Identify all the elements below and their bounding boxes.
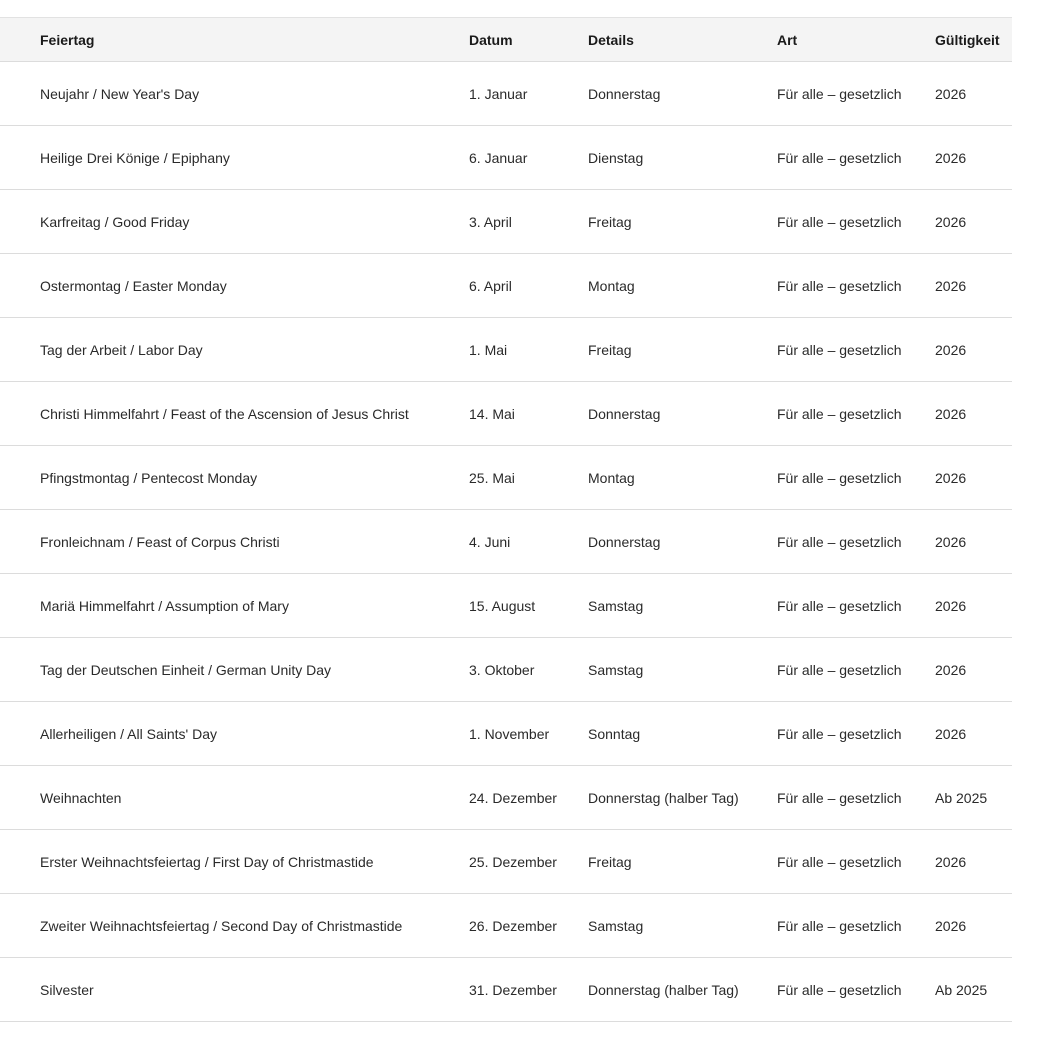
- cell-gueltigkeit: Ab 2025: [935, 958, 1012, 1022]
- cell-art: Für alle – gesetzlich: [777, 254, 935, 318]
- cell-gueltigkeit: Ab 2025: [935, 766, 1012, 830]
- cell-art: Für alle – gesetzlich: [777, 382, 935, 446]
- cell-datum: 1. Januar: [469, 62, 588, 126]
- cell-details: Donnerstag (halber Tag): [588, 958, 777, 1022]
- cell-datum: 1. Mai: [469, 318, 588, 382]
- table-row: [0, 638, 1012, 702]
- table-row: [0, 894, 1012, 958]
- cell-gueltigkeit: 2026: [935, 62, 1012, 126]
- cell-art: Für alle – gesetzlich: [777, 126, 935, 190]
- table-row: [0, 574, 1012, 638]
- cell-details: Donnerstag (halber Tag): [588, 766, 777, 830]
- cell-details: Montag: [588, 446, 777, 510]
- cell-art: Für alle – gesetzlich: [777, 702, 935, 766]
- column-header-feiertag: Feiertag: [0, 18, 469, 62]
- holiday-table: [0, 17, 1012, 1022]
- cell-datum: 31. Dezember: [469, 958, 588, 1022]
- cell-feiertag: Heilige Drei Könige / Epiphany: [0, 126, 469, 190]
- cell-datum: 6. April: [469, 254, 588, 318]
- cell-feiertag: Christi Himmelfahrt / Feast of the Ascension of Jesus Christ: [0, 382, 469, 446]
- cell-datum: 15. August: [469, 574, 588, 638]
- table-row: [0, 702, 1012, 766]
- table-row: [0, 958, 1012, 1022]
- table-row: [0, 126, 1012, 190]
- cell-art: Für alle – gesetzlich: [777, 830, 935, 894]
- cell-datum: 25. Mai: [469, 446, 588, 510]
- cell-details: Samstag: [588, 894, 777, 958]
- table-row: [0, 510, 1012, 574]
- table-row: [0, 830, 1012, 894]
- cell-feiertag: Erster Weihnachtsfeiertag / First Day of Christmastide: [0, 830, 469, 894]
- cell-feiertag: Tag der Arbeit / Labor Day: [0, 318, 469, 382]
- cell-gueltigkeit: 2026: [935, 318, 1012, 382]
- cell-art: Für alle – gesetzlich: [777, 446, 935, 510]
- cell-gueltigkeit: 2026: [935, 830, 1012, 894]
- column-header-art: Art: [777, 18, 935, 62]
- cell-feiertag: Karfreitag / Good Friday: [0, 190, 469, 254]
- cell-details: Sonntag: [588, 702, 777, 766]
- cell-gueltigkeit: 2026: [935, 190, 1012, 254]
- table-row: [0, 766, 1012, 830]
- cell-details: Dienstag: [588, 126, 777, 190]
- cell-gueltigkeit: 2026: [935, 126, 1012, 190]
- cell-details: Donnerstag: [588, 62, 777, 126]
- column-header-details: Details: [588, 18, 777, 62]
- cell-feiertag: Zweiter Weihnachtsfeiertag / Second Day of Christmastide: [0, 894, 469, 958]
- cell-art: Für alle – gesetzlich: [777, 318, 935, 382]
- column-header-gueltigkeit: Gültigkeit: [935, 18, 1012, 62]
- cell-feiertag: Silvester: [0, 958, 469, 1022]
- table-row: [0, 446, 1012, 510]
- table-row: [0, 254, 1012, 318]
- cell-details: Freitag: [588, 190, 777, 254]
- cell-datum: 24. Dezember: [469, 766, 588, 830]
- cell-gueltigkeit: 2026: [935, 638, 1012, 702]
- cell-gueltigkeit: 2026: [935, 382, 1012, 446]
- cell-feiertag: Tag der Deutschen Einheit / German Unity Day: [0, 638, 469, 702]
- cell-feiertag: Fronleichnam / Feast of Corpus Christi: [0, 510, 469, 574]
- cell-gueltigkeit: 2026: [935, 894, 1012, 958]
- cell-datum: 14. Mai: [469, 382, 588, 446]
- cell-art: Für alle – gesetzlich: [777, 958, 935, 1022]
- table-header-row: [0, 18, 1012, 62]
- table-body: [0, 62, 1012, 1022]
- cell-art: Für alle – gesetzlich: [777, 190, 935, 254]
- cell-datum: 25. Dezember: [469, 830, 588, 894]
- cell-art: Für alle – gesetzlich: [777, 62, 935, 126]
- cell-art: Für alle – gesetzlich: [777, 638, 935, 702]
- cell-datum: 3. Oktober: [469, 638, 588, 702]
- cell-datum: 1. November: [469, 702, 588, 766]
- cell-feiertag: Neujahr / New Year's Day: [0, 62, 469, 126]
- cell-gueltigkeit: 2026: [935, 254, 1012, 318]
- cell-datum: 26. Dezember: [469, 894, 588, 958]
- cell-feiertag: Mariä Himmelfahrt / Assumption of Mary: [0, 574, 469, 638]
- table-row: [0, 318, 1012, 382]
- cell-art: Für alle – gesetzlich: [777, 894, 935, 958]
- cell-feiertag: Pfingstmontag / Pentecost Monday: [0, 446, 469, 510]
- cell-gueltigkeit: 2026: [935, 510, 1012, 574]
- cell-datum: 4. Juni: [469, 510, 588, 574]
- cell-details: Donnerstag: [588, 382, 777, 446]
- table-header: [0, 18, 1012, 62]
- cell-art: Für alle – gesetzlich: [777, 766, 935, 830]
- cell-details: Donnerstag: [588, 510, 777, 574]
- column-header-datum: Datum: [469, 18, 588, 62]
- holiday-table-container: [0, 17, 1012, 1022]
- cell-details: Montag: [588, 254, 777, 318]
- cell-feiertag: Ostermontag / Easter Monday: [0, 254, 469, 318]
- cell-gueltigkeit: 2026: [935, 574, 1012, 638]
- table-row: [0, 190, 1012, 254]
- cell-details: Freitag: [588, 318, 777, 382]
- cell-details: Samstag: [588, 574, 777, 638]
- table-row: [0, 62, 1012, 126]
- cell-art: Für alle – gesetzlich: [777, 574, 935, 638]
- cell-datum: 6. Januar: [469, 126, 588, 190]
- cell-datum: 3. April: [469, 190, 588, 254]
- table-row: [0, 382, 1012, 446]
- cell-feiertag: Weihnachten: [0, 766, 469, 830]
- cell-feiertag: Allerheiligen / All Saints' Day: [0, 702, 469, 766]
- cell-gueltigkeit: 2026: [935, 702, 1012, 766]
- cell-gueltigkeit: 2026: [935, 446, 1012, 510]
- cell-art: Für alle – gesetzlich: [777, 510, 935, 574]
- cell-details: Samstag: [588, 638, 777, 702]
- cell-details: Freitag: [588, 830, 777, 894]
